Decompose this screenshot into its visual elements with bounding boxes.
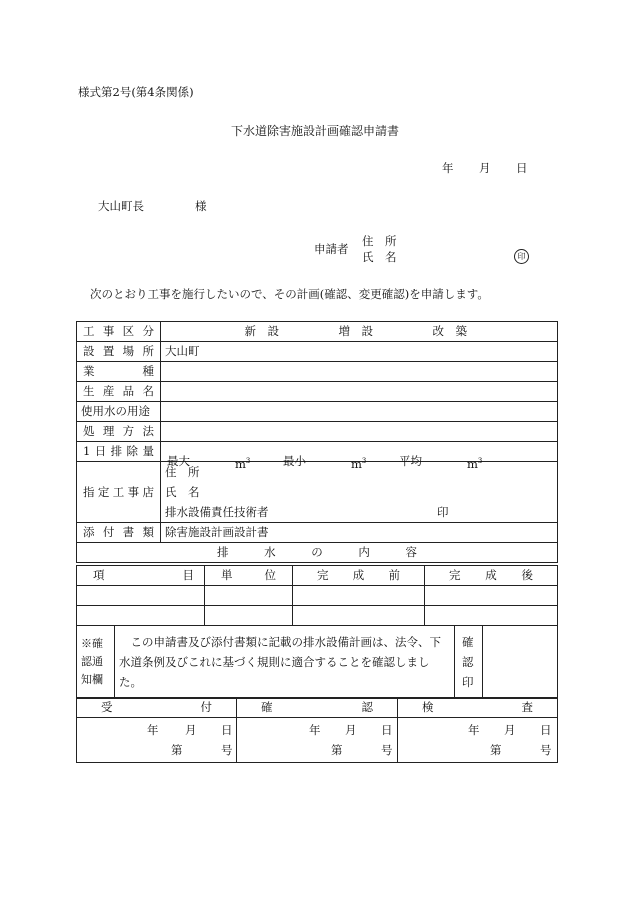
row-drainage-header (77, 543, 558, 563)
header-inspect (398, 698, 558, 718)
reception-day: 日 (221, 723, 233, 737)
application-table (76, 321, 558, 563)
confirmation-text: この申請書及び添付書類に記載の排水設備計画は、法令、下水道条例及びこれに基づく規則に適合することを確認しました。 (115, 626, 455, 699)
label-char: 方 (122, 424, 135, 438)
col-spread (449, 566, 533, 585)
label-char: 1 (83, 444, 91, 458)
header-confirm (237, 698, 398, 718)
label-char: 種 (142, 364, 154, 378)
label-char: 法 (142, 424, 154, 438)
attachments-label (77, 523, 161, 543)
header-spread (422, 698, 533, 717)
row-site (77, 342, 558, 362)
contractor-name[interactable]: 氏 名 (165, 485, 200, 499)
contractor-engineer[interactable]: 排水設備責任技術者 (165, 505, 269, 519)
inspect-day: 日 (540, 723, 552, 737)
confirm-number-suffix: 号 (381, 743, 393, 757)
discharge-avg-label: 平均 (399, 453, 422, 468)
label-char: 類 (142, 525, 154, 539)
confirm-cell[interactable] (237, 718, 398, 763)
applicant-name-label: 氏 名 (362, 250, 397, 264)
col-spread (221, 566, 276, 585)
addressee-honorific: 様 (195, 199, 207, 213)
col-before (293, 566, 425, 586)
label-char: 名 (142, 384, 154, 398)
product-value[interactable] (161, 382, 558, 402)
label-spread (83, 422, 154, 441)
col-char: 項 (93, 568, 105, 582)
product-label (77, 382, 161, 402)
discharge-min-label: 最小 (283, 453, 306, 468)
reception-number-suffix: 号 (221, 743, 233, 757)
label-char: 書 (122, 525, 135, 539)
col-unit (205, 566, 293, 586)
confirmation-seal-box[interactable] (483, 626, 558, 699)
label-char: 置 (102, 344, 115, 358)
drainage-header (77, 543, 558, 563)
col-char: 後 (521, 568, 533, 582)
label-char: 付 (102, 525, 115, 539)
option-expand[interactable]: 増 設 (338, 323, 373, 338)
option-rebuild[interactable]: 改 築 (432, 323, 467, 338)
water-use-value[interactable] (161, 402, 558, 422)
header-spread (261, 698, 373, 717)
inspect-month: 月 (504, 723, 516, 737)
reception-cell[interactable] (77, 718, 237, 763)
row-treatment (77, 422, 558, 442)
applicant-label: 申請者 (314, 242, 349, 256)
drainage-row (77, 586, 558, 606)
row-water-use (77, 402, 558, 422)
confirmation-table (76, 625, 558, 699)
contractor-values (161, 462, 558, 523)
bottom-table (76, 697, 558, 763)
label-char: 工 (112, 484, 125, 499)
reception-month: 月 (185, 723, 197, 737)
unit-base: m (467, 456, 478, 471)
label-spread (83, 382, 154, 401)
treatment-value[interactable] (161, 422, 558, 442)
drainage-cell[interactable] (77, 606, 205, 626)
date-line (442, 160, 454, 176)
drainage-cell[interactable] (293, 606, 425, 626)
label-spread (83, 483, 154, 502)
addressee-name: 大山町長 (98, 199, 144, 213)
attachments-value[interactable]: 除害施設計画設計書 (161, 523, 558, 543)
col-after (425, 566, 558, 586)
site-label (77, 342, 161, 362)
label-spread (83, 523, 154, 542)
header-char: 認 (361, 700, 373, 714)
confirm-number-prefix: 第 (331, 743, 343, 757)
unit-base: m (351, 456, 362, 471)
inspect-year: 年 (468, 723, 480, 737)
label-char: 場 (122, 344, 135, 358)
construction-type-label (77, 322, 161, 342)
drainage-cell[interactable] (425, 606, 558, 626)
unit-sup: 3 (477, 456, 483, 465)
unit-sup: 3 (245, 456, 251, 465)
form-number: 様式第2号(第4条関係) (78, 85, 194, 99)
header-char: 付 (200, 700, 212, 714)
header-char: 内 (358, 545, 370, 559)
drainage-cell[interactable] (425, 586, 558, 606)
header-reception (77, 698, 237, 718)
label-char: 理 (102, 424, 115, 438)
confirm-day: 日 (381, 723, 393, 737)
industry-label (77, 362, 161, 382)
header-char: 確 (261, 700, 273, 714)
drainage-cell[interactable] (205, 606, 293, 626)
label-char: 所 (142, 344, 154, 358)
drainage-header-spread (217, 543, 417, 562)
construction-type-options (161, 322, 558, 342)
label-char: 設 (83, 344, 95, 358)
row-contractor (77, 462, 558, 523)
label-char: 排 (110, 444, 123, 458)
header-char: 受 (101, 700, 113, 714)
drainage-row (77, 606, 558, 626)
row-construction-type (77, 322, 558, 342)
inspect-cell[interactable] (398, 718, 558, 763)
label-char: 事 (102, 324, 115, 338)
contractor-label (77, 462, 161, 523)
bottom-values (77, 718, 558, 763)
unit-sup: 3 (361, 456, 367, 465)
header-char: の (311, 545, 323, 559)
contractor-seal: 印 (437, 505, 449, 519)
date-year: 年 (442, 161, 454, 175)
applicant-address-label: 住 所 (362, 234, 397, 248)
header-spread (101, 698, 212, 717)
option-new[interactable]: 新 設 (244, 323, 279, 338)
col-item (77, 566, 205, 586)
confirmation-row (77, 626, 558, 699)
inspect-number-suffix: 号 (540, 743, 552, 757)
col-spread (317, 566, 400, 585)
intro-text: 次のとおり工事を施行したいので、その計画(確認、変更確認)を申請します。 (90, 287, 489, 301)
header-char: 水 (264, 545, 276, 559)
discharge-max-label: 最大 (167, 453, 190, 468)
label-spread (83, 322, 154, 341)
label-char: 添 (83, 525, 95, 539)
col-char: 完 (449, 568, 461, 582)
reception-number-prefix: 第 (171, 743, 183, 757)
industry-value[interactable] (161, 362, 558, 382)
header-char: 容 (405, 545, 417, 559)
label-char: 業 (83, 364, 95, 378)
drainage-table (76, 565, 558, 626)
label-char: 品 (122, 384, 135, 398)
label-char: 定 (97, 484, 110, 499)
site-value[interactable]: 大山町 (161, 342, 558, 362)
date-day: 日 (516, 161, 528, 175)
drainage-cell[interactable] (77, 586, 205, 606)
inspect-number-prefix: 第 (490, 743, 502, 757)
col-char: 位 (264, 568, 276, 582)
contractor-address[interactable]: 住 所 (165, 465, 200, 479)
unit-base: m (235, 456, 246, 471)
label-spread (83, 342, 154, 361)
label-char: 分 (142, 324, 154, 338)
row-product (77, 382, 558, 402)
row-daily-discharge (77, 442, 558, 462)
header-char: 査 (521, 700, 533, 714)
col-spread (93, 566, 194, 585)
confirmation-label: ※確認通知欄 (77, 626, 115, 699)
drainage-cell[interactable] (293, 586, 425, 606)
confirm-month: 月 (345, 723, 357, 737)
label-char: 指 (83, 484, 95, 499)
drainage-cell[interactable] (205, 586, 293, 606)
label-char: 産 (102, 384, 115, 398)
label-spread (83, 362, 154, 381)
bottom-headers (77, 698, 558, 718)
seal-mark: 印 (514, 249, 529, 264)
row-attachments (77, 523, 558, 543)
col-char: 完 (317, 568, 329, 582)
col-char: 前 (388, 568, 400, 582)
confirm-year: 年 (309, 723, 321, 737)
label-char: 店 (142, 484, 154, 499)
daily-discharge-values (161, 442, 558, 471)
label-spread (83, 442, 154, 461)
water-use-label: 使用水の用途 (77, 402, 161, 422)
reception-year: 年 (147, 723, 159, 737)
label-char: 除 (126, 444, 139, 458)
label-char: 区 (122, 324, 135, 338)
date-month: 月 (479, 161, 491, 175)
row-industry (77, 362, 558, 382)
daily-discharge-label (77, 442, 161, 462)
page-title: 下水道除害施設計画確認申請書 (230, 124, 399, 138)
header-char: 排 (217, 545, 229, 559)
col-char: 目 (182, 568, 194, 582)
label-char: 事 (127, 484, 140, 499)
label-char: 工 (83, 324, 95, 338)
col-char: 単 (221, 568, 233, 582)
header-char: 検 (422, 700, 434, 714)
label-char: 処 (83, 424, 95, 438)
col-char: 成 (485, 568, 497, 582)
confirmation-seal-label: 確認印 (455, 626, 483, 699)
label-char: 量 (142, 444, 154, 458)
treatment-label (77, 422, 161, 442)
label-char: 日 (94, 444, 107, 458)
col-char: 成 (352, 568, 365, 582)
label-char: 生 (83, 384, 95, 398)
drainage-column-headers (77, 566, 558, 586)
